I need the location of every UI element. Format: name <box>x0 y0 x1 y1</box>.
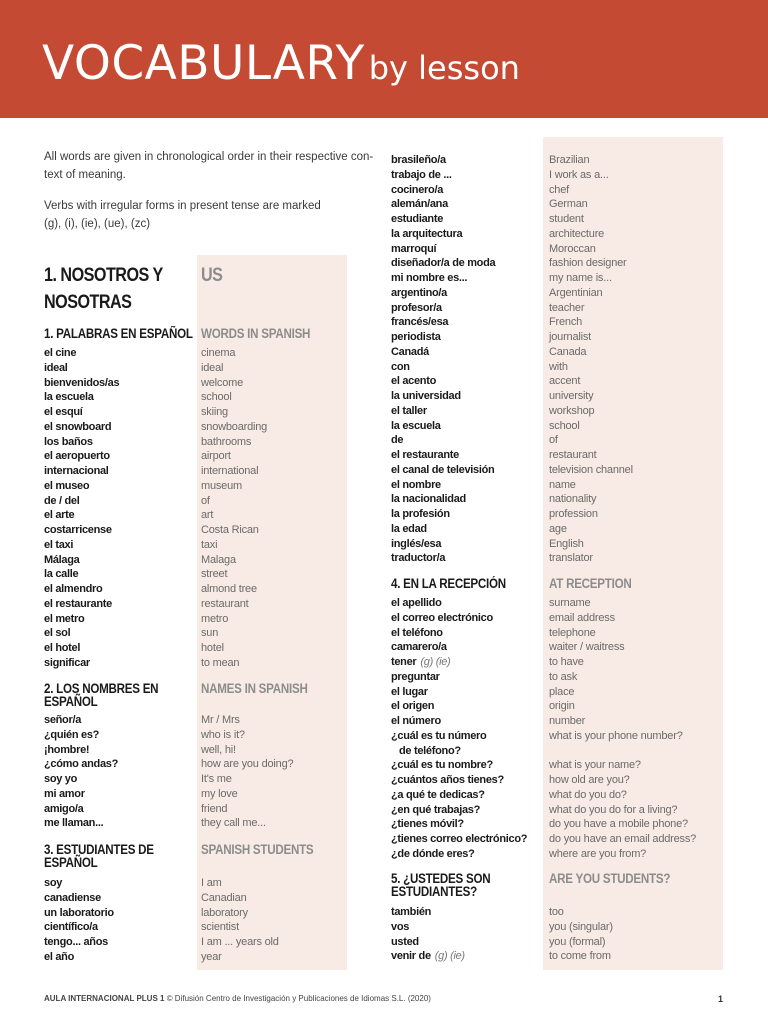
list-item: cocinero/a <box>391 183 444 196</box>
list-item: ¿cómo andas? <box>44 758 119 771</box>
list-item: translator <box>549 552 593 565</box>
list-item: Moroccan <box>549 242 596 255</box>
list-item: what do you do for a living? <box>549 803 678 816</box>
section-1-english-list <box>201 346 267 671</box>
list-item: periodista <box>391 331 441 343</box>
list-item: ¿a qué te dedicas? <box>391 788 485 801</box>
list-item: el metro <box>44 612 85 625</box>
list-item: what is your name? <box>549 759 641 772</box>
list-item: tengo... años <box>44 936 108 948</box>
list-item: school <box>201 391 232 404</box>
intro-text <box>44 148 374 246</box>
list-item: soy yo <box>44 773 78 785</box>
list-item: to come from <box>549 950 611 963</box>
list-item: el número <box>391 715 441 727</box>
list-item: el lugar <box>391 685 428 698</box>
list-item: Canadian <box>201 891 247 904</box>
list-item: el aeropuerto <box>44 450 110 463</box>
list-item: de / del <box>44 494 80 507</box>
list-item: English <box>549 537 584 550</box>
list-item: profession <box>549 508 598 520</box>
list-item: French <box>549 316 583 329</box>
list-item: cinema <box>201 347 236 359</box>
list-item: camarero/a <box>391 641 447 654</box>
section-2-title-en: NAMES IN SPANISH <box>201 681 308 696</box>
list-item: marroquí <box>391 242 437 255</box>
list-item: It's me <box>201 773 232 785</box>
list-item: welcome <box>201 376 244 389</box>
list-item: alemán/ana <box>391 198 448 211</box>
list-item: de teléfono? <box>399 744 461 757</box>
intro-paragraph-2: Verbs with irregular forms in present tense are marked <box>44 200 321 212</box>
section-2-title-es: 2. LOS NOMBRES EN ESPAÑOL <box>44 681 159 709</box>
list-item: ideal <box>44 361 68 374</box>
list-item: vos <box>391 920 410 933</box>
list-item: mi amor <box>44 787 85 800</box>
list-item: el taxi <box>44 538 74 551</box>
list-item: el restaurante <box>391 449 459 461</box>
list-item: journalist <box>549 331 592 343</box>
list-item: ¿quién es? <box>44 728 100 741</box>
list-item: brasileño/a <box>391 154 446 166</box>
list-item: age <box>549 522 567 535</box>
section-2-spanish-list <box>44 713 118 831</box>
list-item: do you have a mobile phone? <box>549 818 688 831</box>
list-item: teacher <box>549 301 585 314</box>
lesson-1-title-es: 1. NOSOTROS Y NOSOTRAS <box>44 265 163 313</box>
list-item: airport <box>201 450 231 463</box>
list-item: television channel <box>549 463 633 476</box>
list-item: university <box>549 390 594 402</box>
list-item: Costa Rican <box>201 524 259 536</box>
list-item: too <box>549 906 564 918</box>
list-item: international <box>201 465 259 477</box>
list-item: of <box>549 434 558 447</box>
list-item: el nombre <box>391 478 441 491</box>
list-item: telephone <box>549 626 596 639</box>
list-item: también <box>391 906 432 918</box>
section-5-spanish-list <box>391 905 465 964</box>
title-sub: by lesson <box>368 49 520 87</box>
list-item: el almendro <box>44 583 103 595</box>
list-item: usted <box>391 935 419 948</box>
list-item: el correo electrónico <box>391 611 493 624</box>
list-item: nationality <box>549 493 597 506</box>
section-1-title-es: 1. PALABRAS EN ESPAÑOL <box>44 326 193 341</box>
list-item: profesor/a <box>391 301 442 314</box>
list-item: German <box>549 198 588 211</box>
list-item: who is it? <box>201 728 245 741</box>
list-item: el apellido <box>391 597 442 609</box>
list-item: do you have an email address? <box>549 833 697 845</box>
list-item: ¿tienes móvil? <box>391 818 464 831</box>
list-item: la calle <box>44 568 79 581</box>
section-3-title-es: 3. ESTUDIANTES DE ESPAÑOL <box>44 842 154 870</box>
list-item: el esquí <box>44 406 83 418</box>
list-item: los baños <box>44 435 93 448</box>
list-item: laboratory <box>201 906 248 919</box>
lesson-1-title-en: US <box>201 265 223 286</box>
irregular-note: (g) (ie) <box>434 950 465 963</box>
list-item: skiing <box>201 406 228 418</box>
list-item: to mean <box>201 656 240 669</box>
list-item: with <box>549 360 568 373</box>
list-item: accent <box>549 375 581 388</box>
list-item: soy <box>44 877 63 889</box>
footer-brand: AULA INTERNACIONAL PLUS 1 <box>44 994 165 1003</box>
section-3-title-en: SPANISH STUDENTS <box>201 842 314 857</box>
list-item: la escuela <box>391 419 441 432</box>
list-item: they call me... <box>201 817 266 830</box>
list-item: mi nombre es... <box>391 272 468 284</box>
section-5-english-list <box>549 905 613 964</box>
list-item: con <box>391 360 410 373</box>
list-item: significar <box>44 656 90 669</box>
list-item: la escuela <box>44 391 94 404</box>
list-item: el origen <box>391 700 435 713</box>
section-1-title-en: WORDS IN SPANISH <box>201 326 311 341</box>
list-item: Mr / Mrs <box>201 714 240 726</box>
list-item: costarricense <box>44 524 112 536</box>
list-item: el hotel <box>44 642 81 654</box>
list-item: Canada <box>549 345 587 358</box>
list-item: you (singular) <box>549 920 613 933</box>
list-item <box>549 744 696 759</box>
section-3-english-list <box>201 876 279 965</box>
list-item: almond tree <box>201 583 257 595</box>
list-item: art <box>201 509 214 522</box>
list-item: el canal de televisión <box>391 463 495 476</box>
list-item <box>391 655 527 670</box>
list-item: what do you do? <box>549 788 627 801</box>
list-item: ¿de dónde eres? <box>391 847 475 860</box>
verb: tener <box>391 656 417 668</box>
list-item: señor/a <box>44 714 82 726</box>
section-5-title-en: ARE YOU STUDENTS? <box>549 871 671 886</box>
list-item: ¿cuál es tu número <box>391 729 487 742</box>
list-item: sun <box>201 627 219 640</box>
list-item: Canadá <box>391 345 429 358</box>
list-item: friend <box>201 802 228 815</box>
intro-paragraph-1: All words are given in chronological order in their respective con-text of meaning. <box>44 151 374 181</box>
list-item: my name is... <box>549 272 612 284</box>
page-title <box>42 36 520 91</box>
list-item: el año <box>44 950 74 963</box>
section-4-spanish-list <box>391 596 527 862</box>
list-item: Brazilian <box>549 154 590 166</box>
list-item: restaurant <box>201 597 249 610</box>
list-item: amigo/a <box>44 802 84 815</box>
list-item: place <box>549 685 575 698</box>
list-item: argentino/a <box>391 286 447 299</box>
list-item: restaurant <box>549 449 597 461</box>
list-item: origin <box>549 700 575 713</box>
list-item: ¿tienes correo electrónico? <box>391 833 528 845</box>
section-4-title-es: 4. EN LA RECEPCIÓN <box>391 576 506 591</box>
list-item: el snowboard <box>44 420 112 433</box>
list-item: ¿cuál es tu nombre? <box>391 759 493 772</box>
list-item: el arte <box>44 509 75 522</box>
list-item: hotel <box>201 642 224 654</box>
list-item: francés/esa <box>391 316 449 329</box>
irregular-markers: (g), (i), (ie), (ue), (zc) <box>44 218 151 230</box>
list-item: waiter / waitress <box>549 641 625 654</box>
page-footer <box>44 994 431 1003</box>
section-3-continued-spanish-list <box>391 153 495 566</box>
list-item: internacional <box>44 465 109 477</box>
list-item: I am ... years old <box>201 936 279 948</box>
list-item: inglés/esa <box>391 537 442 550</box>
list-item: Málaga <box>44 553 80 566</box>
list-item: my love <box>201 787 238 800</box>
list-item: taxi <box>201 538 218 551</box>
list-item: workshop <box>549 404 595 417</box>
verb: venir de <box>391 950 431 963</box>
list-item: well, hi! <box>201 743 236 756</box>
list-item: architecture <box>549 227 605 240</box>
list-item: of <box>201 494 210 507</box>
section-4-english-list <box>549 596 696 862</box>
list-item: estudiante <box>391 213 444 225</box>
list-item: museum <box>201 479 242 492</box>
list-item: surname <box>549 597 591 609</box>
list-item: street <box>201 568 228 581</box>
list-item: la nacionalidad <box>391 493 466 506</box>
list-item: how are you doing? <box>201 758 294 771</box>
list-item: Malaga <box>201 553 236 566</box>
list-item: what is your phone number? <box>549 729 683 742</box>
list-item: you (formal) <box>549 935 606 948</box>
list-item: el cine <box>44 347 77 359</box>
list-item: chef <box>549 183 569 196</box>
list-item: la profesión <box>391 508 450 520</box>
list-item: name <box>549 478 576 491</box>
list-item: bathrooms <box>201 435 252 448</box>
section-2-english-list <box>201 713 293 831</box>
title-main: VOCABULARY <box>42 36 365 91</box>
irregular-note: (g) (ie) <box>420 656 451 668</box>
list-item: trabajo de ... <box>391 168 452 181</box>
section-4-title-en: AT RECEPTION <box>549 576 632 591</box>
list-item: I am <box>201 877 222 889</box>
list-item: de <box>391 434 404 447</box>
list-item: I work as a... <box>549 168 609 181</box>
list-item: el sol <box>44 627 71 640</box>
list-item: la universidad <box>391 390 461 402</box>
list-item: el museo <box>44 479 90 492</box>
list-item: ¿cuántos años tienes? <box>391 774 504 786</box>
list-item: preguntar <box>391 670 440 683</box>
list-item: student <box>549 213 584 225</box>
list-item: email address <box>549 611 615 624</box>
footer-credit: © Difusión Centro de Investigación y Publicaciones de Idiomas S.L. (2020) <box>166 994 431 1003</box>
title-banner <box>0 0 768 118</box>
list-item: ¿en qué trabajas? <box>391 803 481 816</box>
list-item: to have <box>549 656 584 668</box>
list-item: fashion designer <box>549 257 627 270</box>
list-item: school <box>549 419 580 432</box>
list-item: el acento <box>391 375 436 388</box>
list-item: where are you from? <box>549 847 647 860</box>
list-item: canadiense <box>44 891 101 904</box>
list-item: year <box>201 950 222 963</box>
list-item: el teléfono <box>391 626 443 639</box>
list-item: el restaurante <box>44 597 112 610</box>
list-item: científico/a <box>44 921 98 934</box>
section-5-title-es: 5. ¿USTEDES SON ESTUDIANTES? <box>391 871 491 899</box>
list-item: diseñador/a de moda <box>391 257 496 270</box>
list-item: how old are you? <box>549 774 630 786</box>
list-item: Argentinian <box>549 286 603 299</box>
list-item: traductor/a <box>391 552 446 565</box>
list-item: scientist <box>201 921 239 934</box>
page-number: 1 <box>718 994 724 1004</box>
list-item: snowboarding <box>201 420 268 433</box>
list-item: la edad <box>391 522 427 535</box>
list-item: la arquitectura <box>391 227 463 240</box>
section-3-continued-english-list <box>549 153 633 566</box>
list-item: to ask <box>549 670 578 683</box>
list-item: ideal <box>201 361 224 374</box>
list-item: bienvenidos/as <box>44 376 120 389</box>
list-item: un laboratorio <box>44 906 114 919</box>
list-item: metro <box>201 612 229 625</box>
list-item: el taller <box>391 404 427 417</box>
list-item <box>391 949 465 964</box>
list-item: ¡hombre! <box>44 743 90 756</box>
section-3-spanish-list <box>44 876 114 965</box>
section-1-spanish-list <box>44 346 119 671</box>
list-item: me llaman... <box>44 817 104 830</box>
list-item: number <box>549 715 586 727</box>
